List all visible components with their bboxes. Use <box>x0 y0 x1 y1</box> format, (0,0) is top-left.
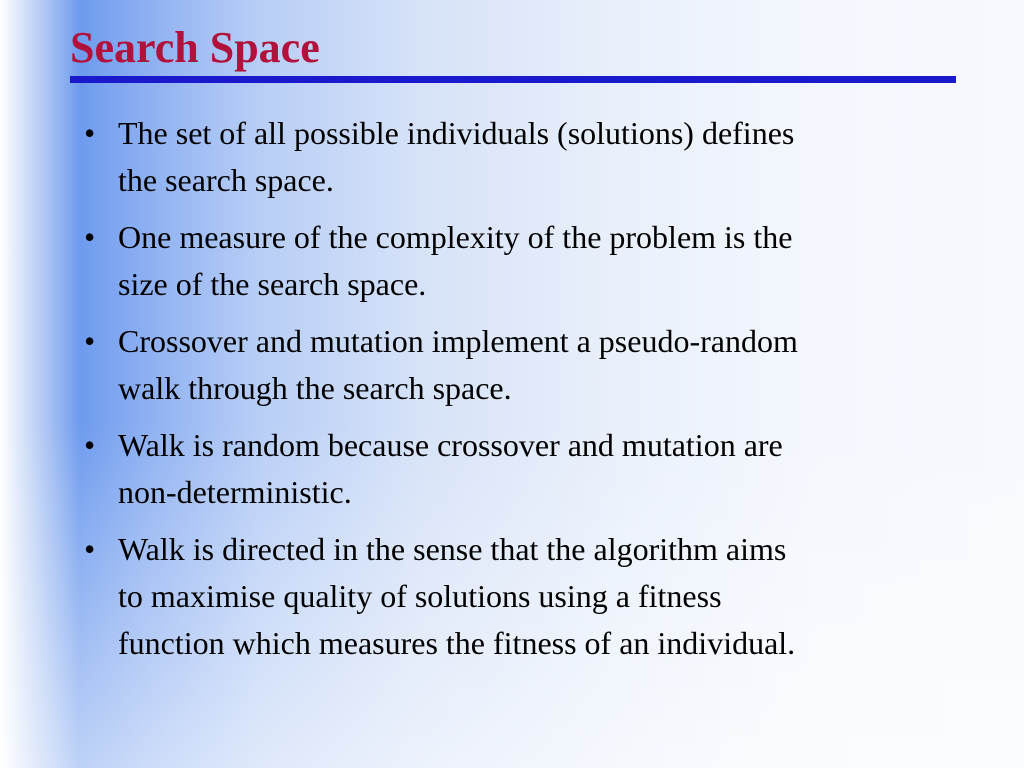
bullet-item <box>78 214 978 308</box>
bullet-icon: • <box>84 219 96 255</box>
bullet-line: function which measures the fitness of an individual. <box>118 625 796 661</box>
bullet-line: to maximise quality of solutions using a fitness <box>118 578 722 614</box>
bullet-line: walk through the search space. <box>118 370 512 406</box>
bullet-line: non-deterministic. <box>118 474 352 510</box>
bullet-line: Crossover and mutation implement a pseudo-random <box>118 323 798 359</box>
bullet-item <box>78 110 978 204</box>
bullet-item <box>78 526 978 667</box>
bullet-icon: • <box>84 323 96 359</box>
bullet-line: Walk is directed in the sense that the algorithm aims <box>118 531 787 567</box>
bullet-line: size of the search space. <box>118 266 427 302</box>
bullet-line: The set of all possible individuals (solutions) defines <box>118 115 795 151</box>
slide-title: Search Space <box>70 23 320 72</box>
bullet-list <box>78 110 978 677</box>
bullet-line: Walk is random because crossover and mutation are <box>118 427 783 463</box>
bullet-icon: • <box>84 531 96 567</box>
bullet-icon: • <box>84 115 96 151</box>
bullet-line: the search space. <box>118 162 334 198</box>
title-underline <box>70 76 956 83</box>
bullet-line: One measure of the complexity of the problem is the <box>118 219 793 255</box>
bullet-item <box>78 422 978 516</box>
bullet-item <box>78 318 978 412</box>
bullet-icon: • <box>84 427 96 463</box>
